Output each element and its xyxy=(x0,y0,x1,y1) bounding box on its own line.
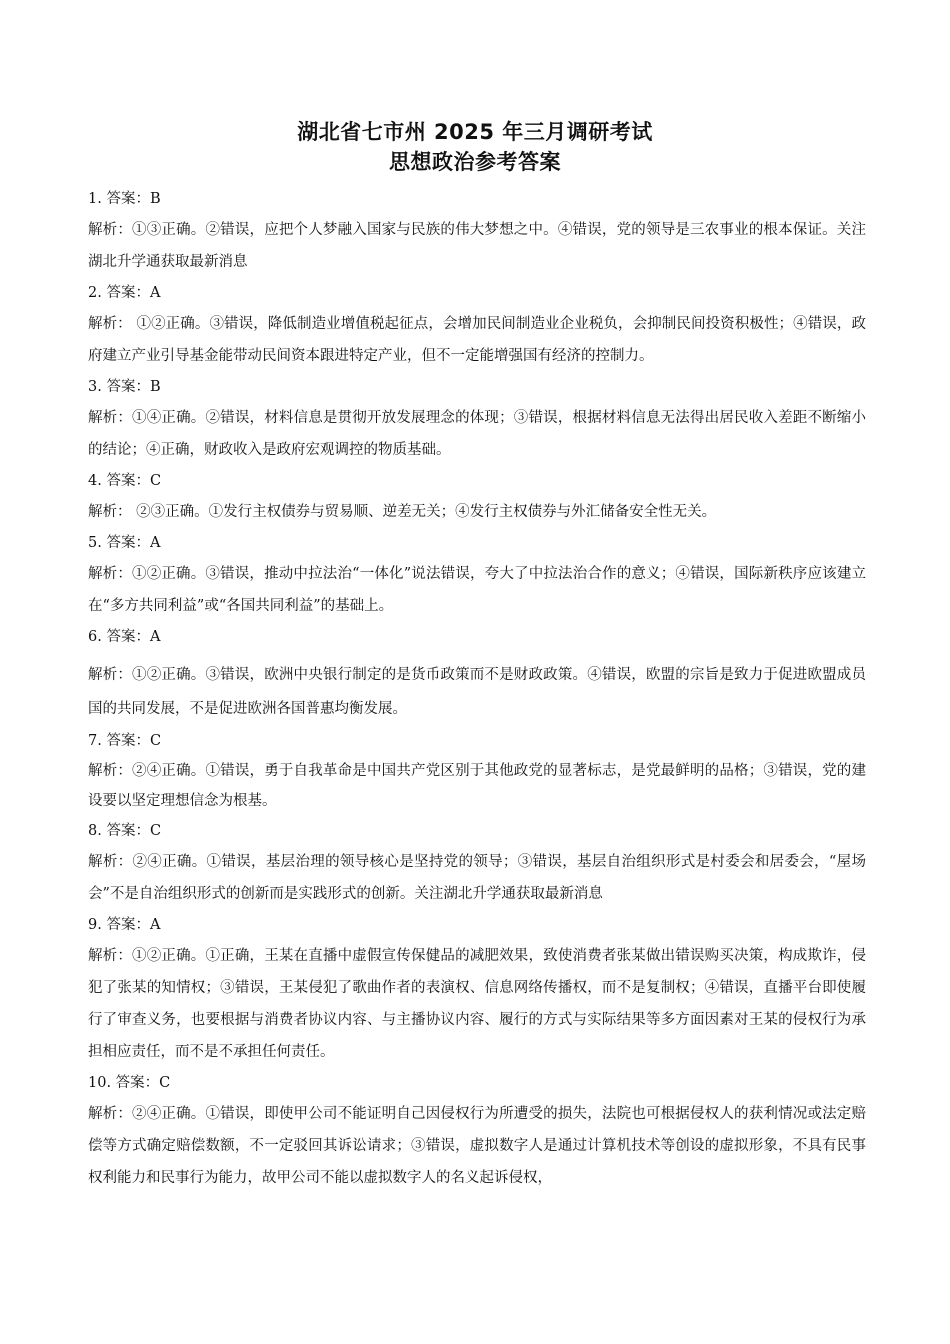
answer-list xyxy=(88,184,866,1194)
analysis-text: 解析：①②正确。③错误，推动中拉法治“一体化”说法错误，夸大了中拉法治合作的意义；④错误，国际新秩序应该建立在“多方共同利益”或“各国共同利益”的基础上。 xyxy=(88,566,866,614)
answer-line: 1. 答案：B xyxy=(88,191,161,207)
answer-item-1 xyxy=(88,184,866,278)
answer-line: 4. 答案：C xyxy=(88,473,162,489)
answer-line: 2. 答案：A xyxy=(88,285,161,301)
analysis-text: 解析：①②正确。①正确，王某在直播中虚假宣传保健品的减肥效果，致使消费者张某做出错误购买决策，构成欺诈，侵犯了张某的知情权；③错误，王某侵犯了歌曲作者的表演权、信息网络传播权，而不是复制权；④错误，直播平台即使履行了审查义务，也要根据与消费者协议内容、与主播协议内容、履行的方式与实际结果等多方面因素对王某的侵权行为承担相应责任，而不是不承担任何责任。 xyxy=(88,948,866,1060)
analysis-text: 解析：①②正确。③错误，欧洲中央银行制定的是货币政策而不是财政政策。④错误，欧盟的宗旨是致力于促进欧盟成员国的共同发展，不是促进欧洲各国普惠均衡发展。 xyxy=(88,667,866,717)
analysis-text: 解析：②④正确。①错误，基层治理的领导核心是坚持党的领导；③错误，基层自治组织形式是村委会和居委会，“屋场会”不是自治组织形式的创新而是实践形式的创新。关注湖北升学通获取最新消息 xyxy=(88,854,866,902)
analysis-text: 解析：②④正确。①错误，勇于自我革命是中国共产党区别于其他政党的显著标志，是党最鲜明的品格；③错误，党的建设要以坚定理想信念为根基。 xyxy=(88,763,866,809)
answer-line: 6. 答案：A xyxy=(88,629,161,645)
answer-item-2 xyxy=(88,278,866,372)
analysis-text: 解析：①③正确。②错误，应把个人梦融入国家与民族的伟大梦想之中。④错误，党的领导是三农事业的根本保证。关注湖北升学通获取最新消息 xyxy=(88,222,866,270)
answer-item-5 xyxy=(88,528,866,622)
answer-line: 7. 答案：C xyxy=(88,733,162,749)
answer-item-6 xyxy=(88,622,866,726)
analysis-text: 解析： ②③正确。①发行主权债券与贸易顺、逆差无关；④发行主权债券与外汇储备安全性无关。 xyxy=(88,504,717,520)
analysis-text: 解析：①④正确。②错误，材料信息是贯彻开放发展理念的体现；③错误，根据材料信息无法得出居民收入差距不断缩小的结论；④正确，财政收入是政府宏观调控的物质基础。 xyxy=(88,410,866,458)
analysis-text: 解析：②④正确。①错误，即使甲公司不能证明自己因侵权行为所遭受的损失，法院也可根据侵权人的获利情况或法定赔偿等方式确定赔偿数额，不一定驳回其诉讼请求；③错误，虚拟数字人是通过计算机技术等创设的虚拟形象，不具有民事权利能力和民事行为能力，故甲公司不能以虚拟数字人的名义起诉侵权， xyxy=(88,1106,866,1186)
answer-item-4 xyxy=(88,466,866,528)
title-block xyxy=(0,117,950,177)
answer-item-10 xyxy=(88,1068,866,1194)
answer-line: 3. 答案：B xyxy=(88,379,161,395)
answer-line: 5. 答案：A xyxy=(88,535,161,551)
answer-line: 10. 答案：C xyxy=(88,1075,171,1091)
analysis-text: 解析： ①②正确。③错误，降低制造业增值税起征点，会增加民间制造业企业税负，会抑制民间投资积极性；④错误，政府建立产业引导基金能带动民间资本跟进特定产业，但不一定能增强国有经济的控制力。 xyxy=(88,316,866,364)
answer-item-9 xyxy=(88,910,866,1068)
document-subtitle: 思想政治参考答案 xyxy=(389,150,561,174)
answer-item-7 xyxy=(88,726,866,816)
document-title: 湖北省七市州 2025 年三月调研考试 xyxy=(297,120,653,144)
answer-item-3 xyxy=(88,372,866,466)
answer-item-8 xyxy=(88,816,866,910)
answer-line: 8. 答案：C xyxy=(88,823,162,839)
answer-line: 9. 答案：A xyxy=(88,917,161,933)
